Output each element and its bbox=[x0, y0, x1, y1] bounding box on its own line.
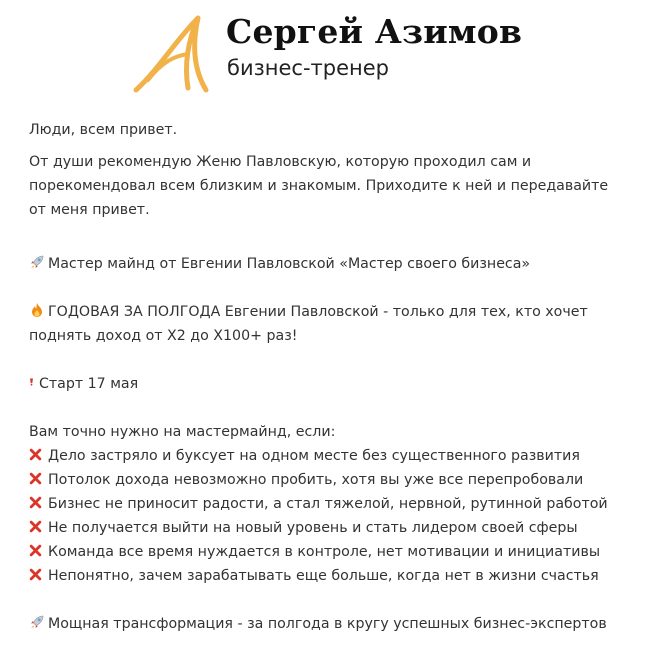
yearly-line bbox=[29, 300, 629, 348]
mastermind-text: Мастер майнд от Евгении Павловской «Мастер своего бизнеса» bbox=[48, 256, 531, 272]
post-body bbox=[29, 118, 629, 636]
cross-mark-icon bbox=[29, 472, 42, 485]
start-text: Старт 17 мая bbox=[39, 376, 139, 392]
greeting-text: Люди, всем привет. bbox=[29, 122, 178, 138]
transformation-text: Мощная трансформация - за полгода в кругу успешных бизнес-экспертов bbox=[48, 616, 607, 632]
logo-script-letter-icon bbox=[128, 10, 218, 94]
cross-mark-icon bbox=[29, 448, 42, 461]
criteria-list bbox=[29, 444, 629, 588]
list-item: Непонятно, зачем зарабатывать еще больше, когда нет в жизни счастья bbox=[29, 564, 629, 588]
cross-mark-icon bbox=[29, 496, 42, 509]
list-item: Не получается выйти на новый уровень и стать лидером своей сферы bbox=[29, 516, 629, 540]
fire-icon bbox=[29, 302, 45, 318]
list-item: Потолок дохода невозможно пробить, хотя вы уже все перепробовали bbox=[29, 468, 629, 492]
rocket-icon bbox=[29, 254, 45, 270]
author-title: бизнес-тренер bbox=[227, 56, 390, 80]
recommendation-paragraph: От души рекомендую Женю Павловскую, которую проходил сам и порекомендовал всем близким и знакомым. Приходите к ней и передавайте от меня привет. bbox=[29, 154, 609, 218]
cross-mark-icon bbox=[29, 520, 42, 533]
cross-mark-icon bbox=[29, 544, 42, 557]
exclamation-icon bbox=[29, 374, 37, 390]
list-item: Команда все время нуждается в контроле, нет мотивации и инициативы bbox=[29, 540, 629, 564]
yearly-text: ГОДОВАЯ ЗА ПОЛГОДА Евгении Павловской - только для тех, кто хочет поднять доход от Х2 до Х100+ раз! bbox=[29, 304, 588, 344]
cross-mark-icon bbox=[29, 568, 42, 581]
list-item: Дело застряло и буксует на одном месте без существенного развития bbox=[29, 444, 629, 468]
header bbox=[0, 0, 647, 105]
list-item: Бизнес не приносит радости, а стал тяжелой, нервной, рутинной работой bbox=[29, 492, 629, 516]
transformation-line bbox=[29, 612, 629, 636]
mastermind-line bbox=[29, 252, 629, 276]
list-intro: Вам точно нужно на мастермайнд, если: bbox=[29, 424, 336, 440]
author-name: Сергей Азимов bbox=[226, 12, 523, 51]
rocket-icon bbox=[29, 614, 45, 630]
start-line bbox=[29, 372, 629, 396]
